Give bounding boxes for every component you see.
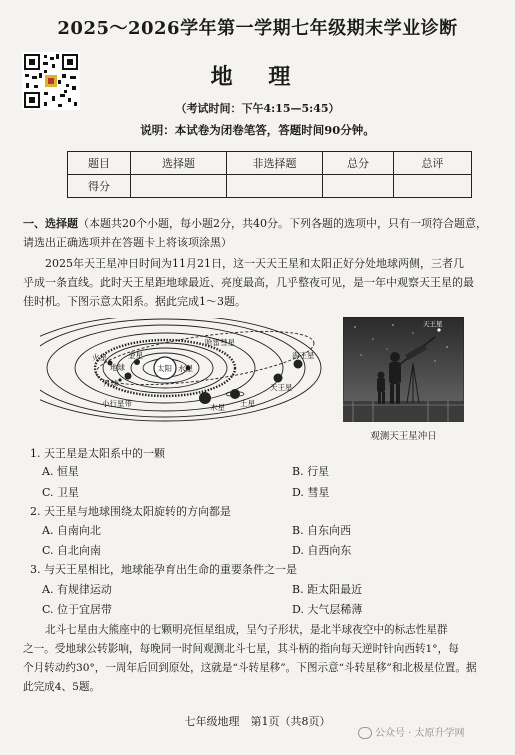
passage-2 — [23, 621, 499, 697]
question-2-option-c: C. 自北向南 — [42, 544, 102, 557]
question-3-option-a: A. 有规律运动 — [42, 583, 112, 596]
watermark — [358, 724, 465, 739]
watermark-text: 公众号 · 太原升学网 — [375, 728, 465, 739]
exam-time: （考试时间：下午4:15—5:45） — [175, 102, 340, 115]
passage-line: 乎成一条直线。此时天王星距地球最近、亮度最高，几乎整夜可见，是一年中观察天王星的最 — [23, 276, 474, 289]
question-3-stem: 3. 与天王星相比，地球能孕育出生命的重要条件之一是 — [30, 563, 297, 576]
label-jupiter: 木星 — [210, 403, 225, 412]
score-header-cell: 选择题 — [131, 152, 227, 175]
passage-line: 2025年天王星冲日时间为11月21日，这一天天王星和太阳正好分处地球两侧，三者几 — [45, 257, 464, 270]
saturn-marker — [230, 389, 240, 399]
question-1-option-d: D. 彗星 — [292, 486, 330, 499]
passage-1 — [23, 254, 499, 311]
page-footer: 七年级地理 第1页（共8页） — [184, 715, 331, 728]
label-sun: 太阳 — [157, 364, 172, 373]
label-earth: 地球 — [110, 363, 125, 372]
label-mars: 火星 — [92, 353, 107, 362]
score-header-cell: 总评 — [394, 152, 472, 175]
question-3-option-b: B. 距太阳最近 — [292, 583, 363, 596]
score-row-label: 得分 — [68, 175, 131, 198]
label-moon: 月球 — [103, 379, 118, 388]
question-1-option-c: C. 卫星 — [42, 486, 80, 499]
score-header-cell: 非选择题 — [227, 152, 323, 175]
score-table-header-row — [68, 152, 472, 175]
exam-title: 2025～2026学年第一学期七年级期末学业诊断 — [57, 18, 458, 39]
label-neptune: 海王星 — [292, 351, 315, 360]
label-saturn: 土星 — [240, 399, 255, 408]
passage-line: 此完成4、5题。 — [23, 681, 101, 693]
solar-system-diagram — [40, 318, 330, 423]
section-intro-line: （本题共20个小题，每小题2分，共40分。下列各题的选项中，只有一项符合题意， — [78, 217, 487, 230]
label-uranus: 天王星 — [270, 383, 293, 392]
section-intro — [23, 214, 499, 252]
question-2-option-b: B. 自东向西 — [292, 524, 352, 537]
score-table — [67, 151, 472, 198]
question-1-option-b: B. 行星 — [292, 465, 330, 478]
photo-label-uranus: 天王星 — [423, 320, 443, 328]
question-2-option-d: D. 自西向东 — [292, 544, 352, 557]
neptune-marker — [294, 360, 303, 369]
moon-marker — [118, 378, 121, 381]
subject-title: 地 理 — [210, 64, 305, 90]
passage-line: 个月转动约30°，一周年后回到原处，这就是“斗转星移”。下图示意“斗转星移”和北极星位置。据 — [23, 662, 477, 674]
score-header-cell: 总分 — [323, 152, 394, 175]
uranus-marker — [274, 374, 283, 383]
passage-line: 北斗七星由大熊座中的七颗明亮恒星组成，呈勺子形状，是北半球夜空中的标志性星群 — [45, 624, 448, 636]
score-cell — [227, 175, 323, 198]
uranus-observation-photo — [343, 317, 464, 422]
question-1-stem: 1. 天王星是太阳系中的一颗 — [30, 447, 165, 460]
exam-note: 说明：本试卷为闭卷笔答，答题时间90分钟。 — [140, 123, 375, 137]
score-cell — [323, 175, 394, 198]
label-asteroid-belt: 小行星带 — [102, 399, 132, 408]
section-intro-line: 请选出正确选项并在答题卡上将该项涂黑） — [23, 236, 232, 249]
label-halley: 哈雷彗星 — [205, 338, 235, 347]
question-1-option-a: A. 恒星 — [42, 465, 79, 478]
label-venus: 金星 — [128, 351, 143, 360]
label-mercury: 水星 — [178, 364, 193, 373]
question-2-option-a: A. 自南向北 — [42, 524, 101, 537]
question-2-stem: 2. 天王星与地球围绕太阳旋转的方向都是 — [30, 505, 231, 518]
score-cell — [131, 175, 227, 198]
earth-marker — [125, 373, 132, 380]
wechat-icon — [358, 727, 372, 739]
question-3-option-c: C. 位于宜居带 — [42, 603, 113, 616]
question-3-option-d: D. 大气层稀薄 — [292, 603, 363, 616]
score-table-row — [68, 175, 472, 198]
passage-line: 佳时机。下图示意太阳系。据此完成1～3题。 — [23, 295, 246, 308]
passage-line: 之一。受地球公转影响，每晚同一时间观测北斗七星，其斗柄的指向每天逆时针向西转1°，每 — [23, 643, 459, 655]
section-heading: 一、选择题 — [23, 217, 78, 230]
photo-caption: 观测天王星冲日 — [370, 431, 437, 442]
score-cell — [394, 175, 472, 198]
score-header-cell: 题目 — [68, 152, 131, 175]
